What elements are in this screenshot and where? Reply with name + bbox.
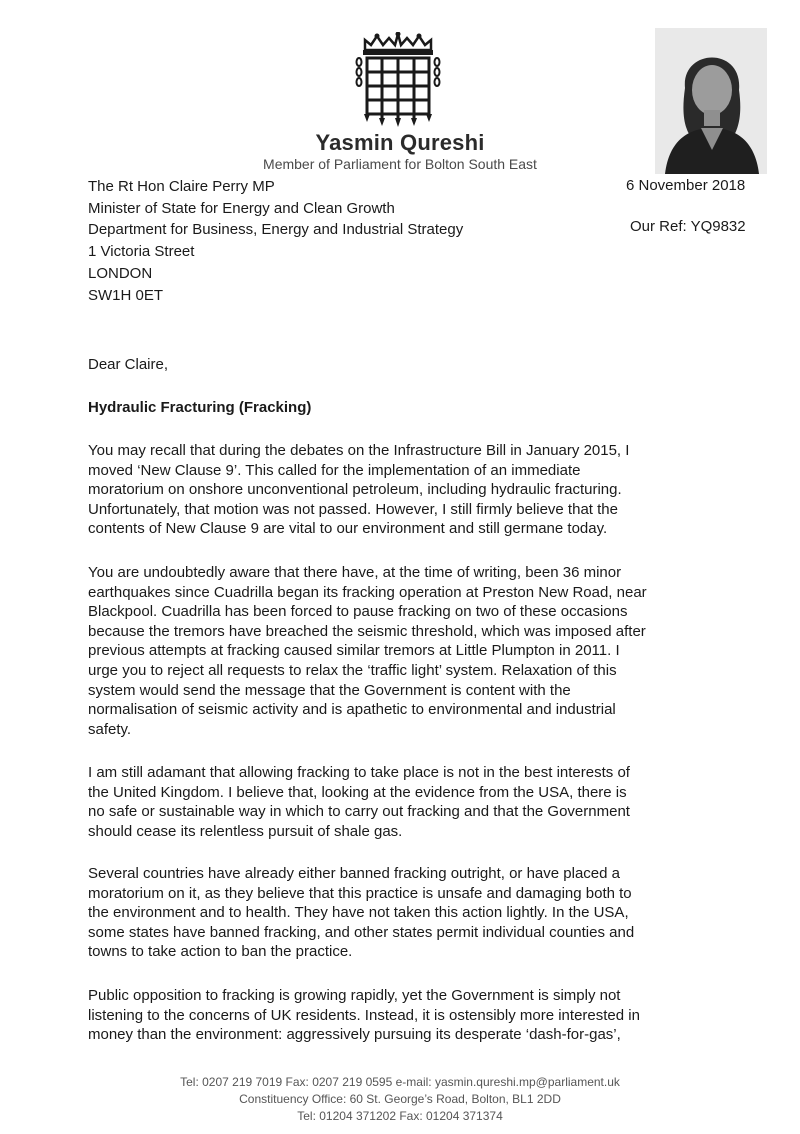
mp-title: Member of Parliament for Bolton South East (263, 156, 537, 172)
paragraph-line: the environment and to health. They have not taken this action lightly. In the USA, (88, 904, 629, 922)
footer-phone-line: Tel: 01204 371202 Fax: 01204 371374 (297, 1109, 503, 1123)
paragraph-line: the United Kingdom. I believe that, looking at the evidence from the USA, there is (88, 783, 627, 801)
paragraph-line: moratorium on it, as they believe that this practice is unsafe and damaging both to (88, 884, 632, 902)
address-line: Minister of State for Energy and Clean Growth (88, 199, 395, 217)
paragraph-line: moved ‘New Clause 9’. This called for the implementation of an immediate (88, 461, 581, 479)
paragraph-line: You are undoubtedly aware that there have, at the time of writing, been 36 minor (88, 564, 622, 581)
paragraph-line: Unfortunately, that motion was not passed. However, I still firmly believe that the (88, 500, 618, 518)
mp-name: Yasmin Qureshi (315, 130, 485, 155)
letter-reference: Our Ref: YQ9832 (630, 218, 746, 235)
paragraph-line: some states have banned fracking, and other states permit individual counties and (88, 923, 635, 941)
address-line: SW1H 0ET (88, 286, 164, 304)
salutation: Dear Claire, (88, 356, 169, 373)
address-line: LONDON (88, 264, 153, 282)
paragraph-line: safety. (88, 720, 132, 738)
address-line: The Rt Hon Claire Perry MP (88, 178, 275, 195)
recipient-address (88, 176, 463, 306)
paragraph-line: previous attempts at fracking caused similar tremors at Little Plumpton in 2011. I (88, 642, 620, 660)
paragraph-line: system would send the message that the Government is content with the (88, 681, 571, 699)
paragraph-line: Blackpool. Cuadrilla has been forced to pause fracking on two of these occasions (88, 603, 628, 621)
paragraph-line: Several countries have already either banned fracking outright, or have placed a (88, 865, 620, 882)
body-paragraph (88, 986, 768, 1045)
paragraph-line: money than the environment: aggressively pursuing its desperate ‘dash-for-gas’, (88, 1026, 621, 1044)
letter-subject: Hydraulic Fracturing (Fracking) (88, 399, 312, 416)
paragraph-line: earthquakes since Cuadrilla began its fracking operation at Preston New Road, near (88, 583, 647, 601)
paragraph-line: You may recall that during the debates on the Infrastructure Bill in January 2015, I (88, 442, 630, 459)
paragraph-line: because the tremors have breached the seismic threshold, which was imposed after (88, 622, 646, 640)
letter-date: 6 November 2018 (626, 177, 746, 194)
letter-footer (0, 1074, 800, 1125)
paragraph-line: should cease its relentless pursuit of shale gas. (88, 822, 403, 840)
address-line: Department for Business, Energy and Industrial Strategy (88, 221, 464, 239)
body-paragraph (88, 763, 768, 841)
body-paragraph (88, 864, 768, 962)
footer-contact-line: Tel: 0207 219 7019 Fax: 0207 219 0595 e-mail: yasmin.qureshi.mp@parliament.uk (180, 1075, 620, 1089)
body-paragraph (88, 563, 768, 739)
paragraph-line: I am still adamant that allowing fracking to take place is not in the best interests of (88, 764, 630, 781)
paragraph-line: normalisation of seismic activity and is apathetic to environmental and industrial (88, 701, 616, 719)
body-paragraph (88, 441, 768, 539)
portcullis-crest-icon (355, 32, 441, 128)
paragraph-line: listening to the concerns of UK residents. Instead, it is ostensibly more interested in (88, 1006, 640, 1024)
paragraph-line: urge you to reject all requests to relax the ‘traffic light’ system. Relaxation of this (88, 661, 617, 679)
address-line: 1 Victoria Street (88, 243, 195, 261)
paragraph-line: Public opposition to fracking is growing rapidly, yet the Government is simply not (88, 987, 621, 1004)
paragraph-line: towns to take action to ban the practice. (88, 943, 353, 961)
paragraph-line: no safe or sustainable way in which to carry out fracking and that the Government (88, 803, 630, 821)
paragraph-line: contents of New Clause 9 are vital to our environment and still germane today. (88, 520, 608, 538)
footer-office-line: Constituency Office: 60 St. George’s Road, Bolton, BL1 2DD (239, 1092, 561, 1106)
paragraph-line: moratorium on onshore unconventional petroleum, including hydraulic fracturing. (88, 481, 622, 499)
